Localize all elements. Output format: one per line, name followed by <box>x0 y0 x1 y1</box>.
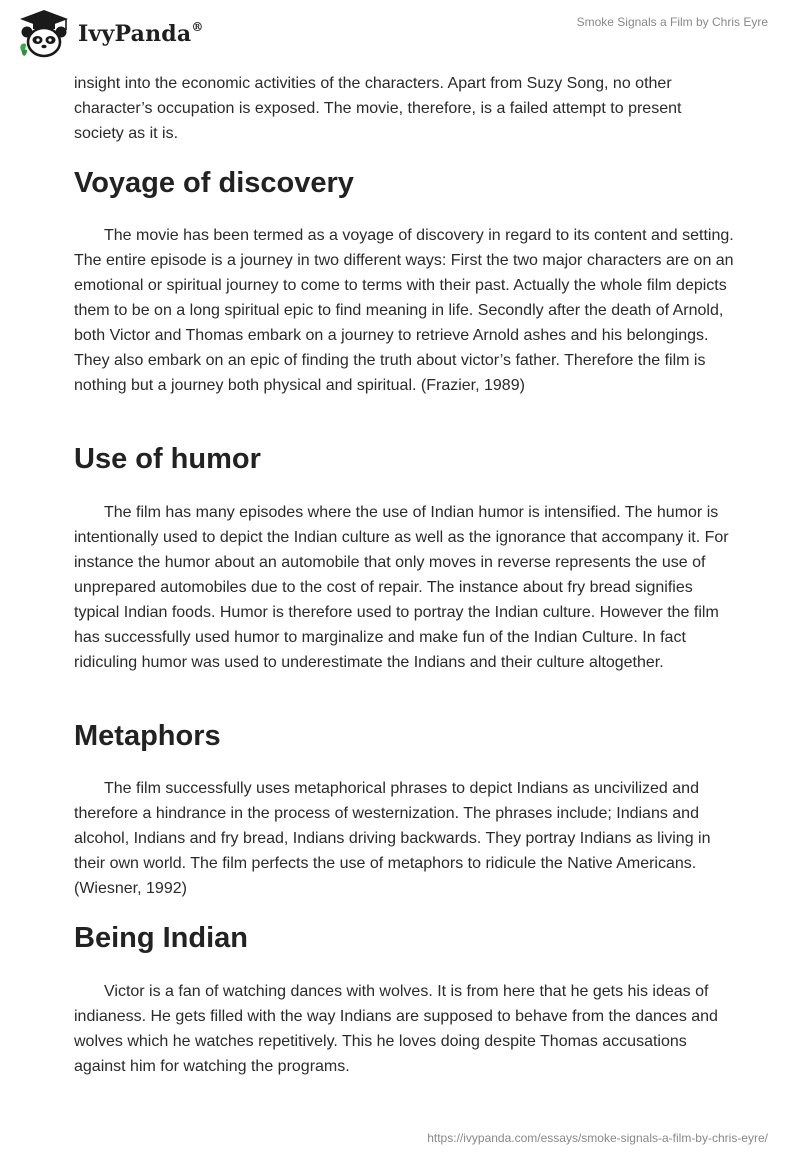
section-heading-humor: Use of humor <box>74 443 261 475</box>
section-heading-voyage: Voyage of discovery <box>74 167 354 199</box>
page-header <box>0 0 800 70</box>
section-paragraph-metaphors: The film successfully uses metaphorical phrases to depict Indians as uncivilized and therefore a hindrance in the process of westernization. The phrases include; Indians and alcohol, Indians and fry bread, Indians driving backwards. They portray Indians as living in their own world. The film perfects the use of metaphors to ridicule the Native Americans. (Wiesner, 1992) <box>74 780 711 897</box>
section-paragraph-voyage: The movie has been termed as a voyage of discovery in regard to its content and setting. The entire episode is a journey in two different ways: First the two major characters are on an emotional or spiritual journey to come to terms with their past. Actually the whole film depicts them to be on a long spiritual epic to find meaning in life. Secondly after the death of Arnold, both Victor and Thomas embark on a journey to retrieve Arnold ashes and his belongings. They also embark on an epic of finding the truth about victor’s father. Therefore the film is nothing but a journey both physical and spiritual. (Frazier, 1989) <box>74 227 734 394</box>
intro-paragraph: insight into the economic activities of the characters. Apart from Suzy Song, no other character’s occupation is exposed. The movie, therefore, is a failed attempt to present society as it is. <box>74 75 682 142</box>
panda-graduation-cap-logo-icon <box>16 8 72 60</box>
section-heading-metaphors: Metaphors <box>74 720 221 752</box>
section-paragraph-being-indian: Victor is a fan of watching dances with wolves. It is from here that he gets his ideas of indianess. He gets filled with the way Indians are supposed to behave from the dances and wolves which he watches repetitively. This he loves doing despite Thomas accusations against him for watching the programs. <box>74 983 718 1075</box>
brand-name: IvyPanda® <box>78 19 204 47</box>
source-url-link[interactable]: https://ivypanda.com/essays/smoke-signals-a-film-by-chris-eyre/ <box>427 1131 768 1145</box>
ivypanda-logo[interactable] <box>16 8 204 60</box>
document-title: Smoke Signals a Film by Chris Eyre <box>576 15 768 29</box>
section-heading-being-indian: Being Indian <box>74 922 248 954</box>
section-paragraph-humor: The film has many episodes where the use of Indian humor is intensified. The humor is intentionally used to depict the Indian culture as well as the ignorance that accompany it. For instance the humor about an automobile that only moves in reverse represents the use of unprepared automobiles due to the cost of repair. The instance about fry bread signifies typical Indian foods. Humor is therefore used to portray the Indian culture. However the film has successfully used humor to marginalize and make fun of the Indian Culture. In fact ridiculing humor was used to underestimate the Indians and their culture altogether. <box>74 504 729 671</box>
